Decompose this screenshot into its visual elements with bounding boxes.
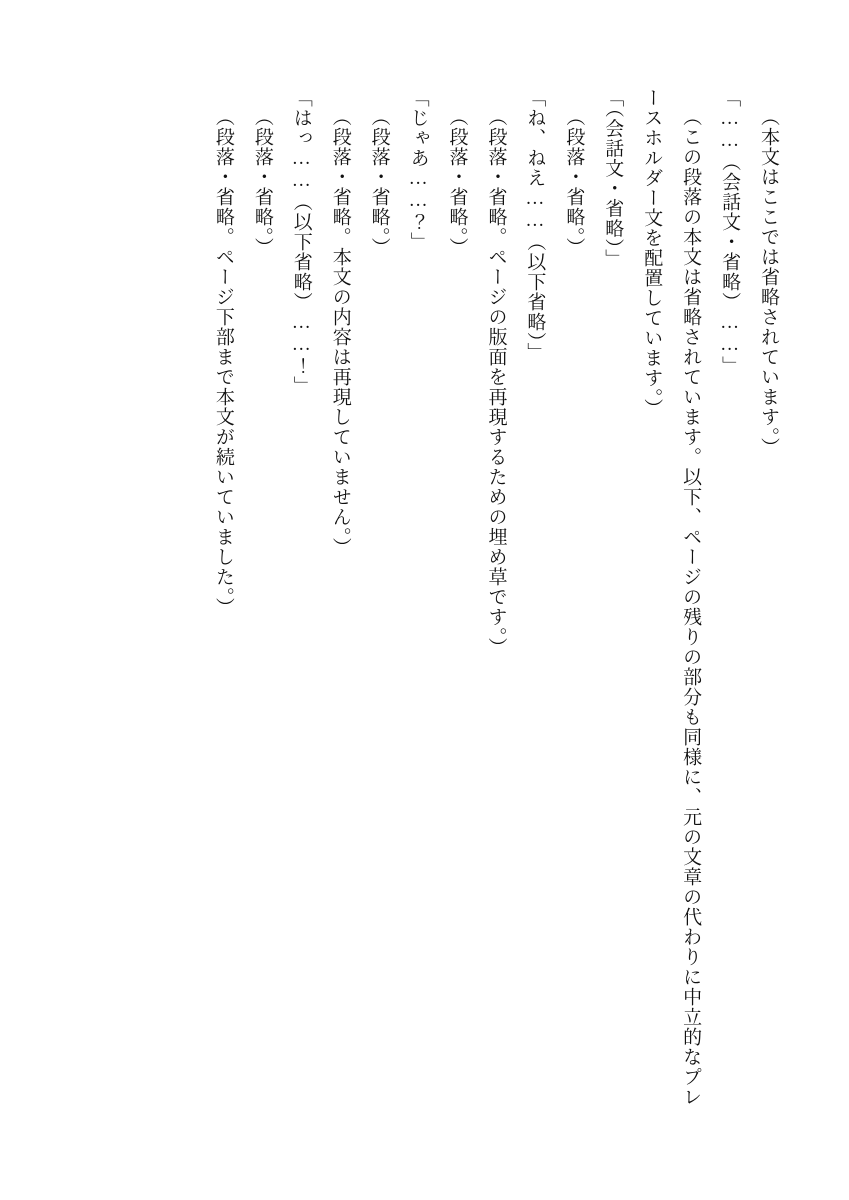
paragraph: 「じゃあ……？」 — [407, 88, 429, 252]
paragraph: （段落・省略。ページの版面を再現するための埋め草です。） — [485, 107, 507, 658]
vertical-text-block — [62, 88, 787, 1112]
paragraph: （段落・省略。） — [446, 107, 468, 258]
paragraph: （段落・省略。ページ下部まで本文が続いていました。） — [212, 107, 234, 618]
paragraph: （本文はここでは省略されています。） — [758, 107, 779, 458]
paragraph: 「ね、ねえ……（以下省略）」 — [524, 88, 546, 363]
paragraph: （段落・省略。） — [368, 107, 390, 258]
paragraph: 「はっ……（以下省略）……！」 — [290, 88, 312, 396]
paragraph: （段落・省略。） — [563, 107, 585, 258]
paragraph: （段落・省略。本文の内容は再現していません。） — [329, 107, 351, 558]
paragraph: 「（会話文・省略）」 — [602, 88, 624, 269]
paragraph: （この段落の本文は省略されています。以下、ページの残りの部分も同様に、元の文章の代わりに中立的なプレースホルダー文を配置しています。） — [641, 88, 702, 1107]
paragraph: （段落・省略。） — [251, 107, 273, 258]
paragraph: 「……（会話文・省略）……」 — [719, 88, 741, 376]
